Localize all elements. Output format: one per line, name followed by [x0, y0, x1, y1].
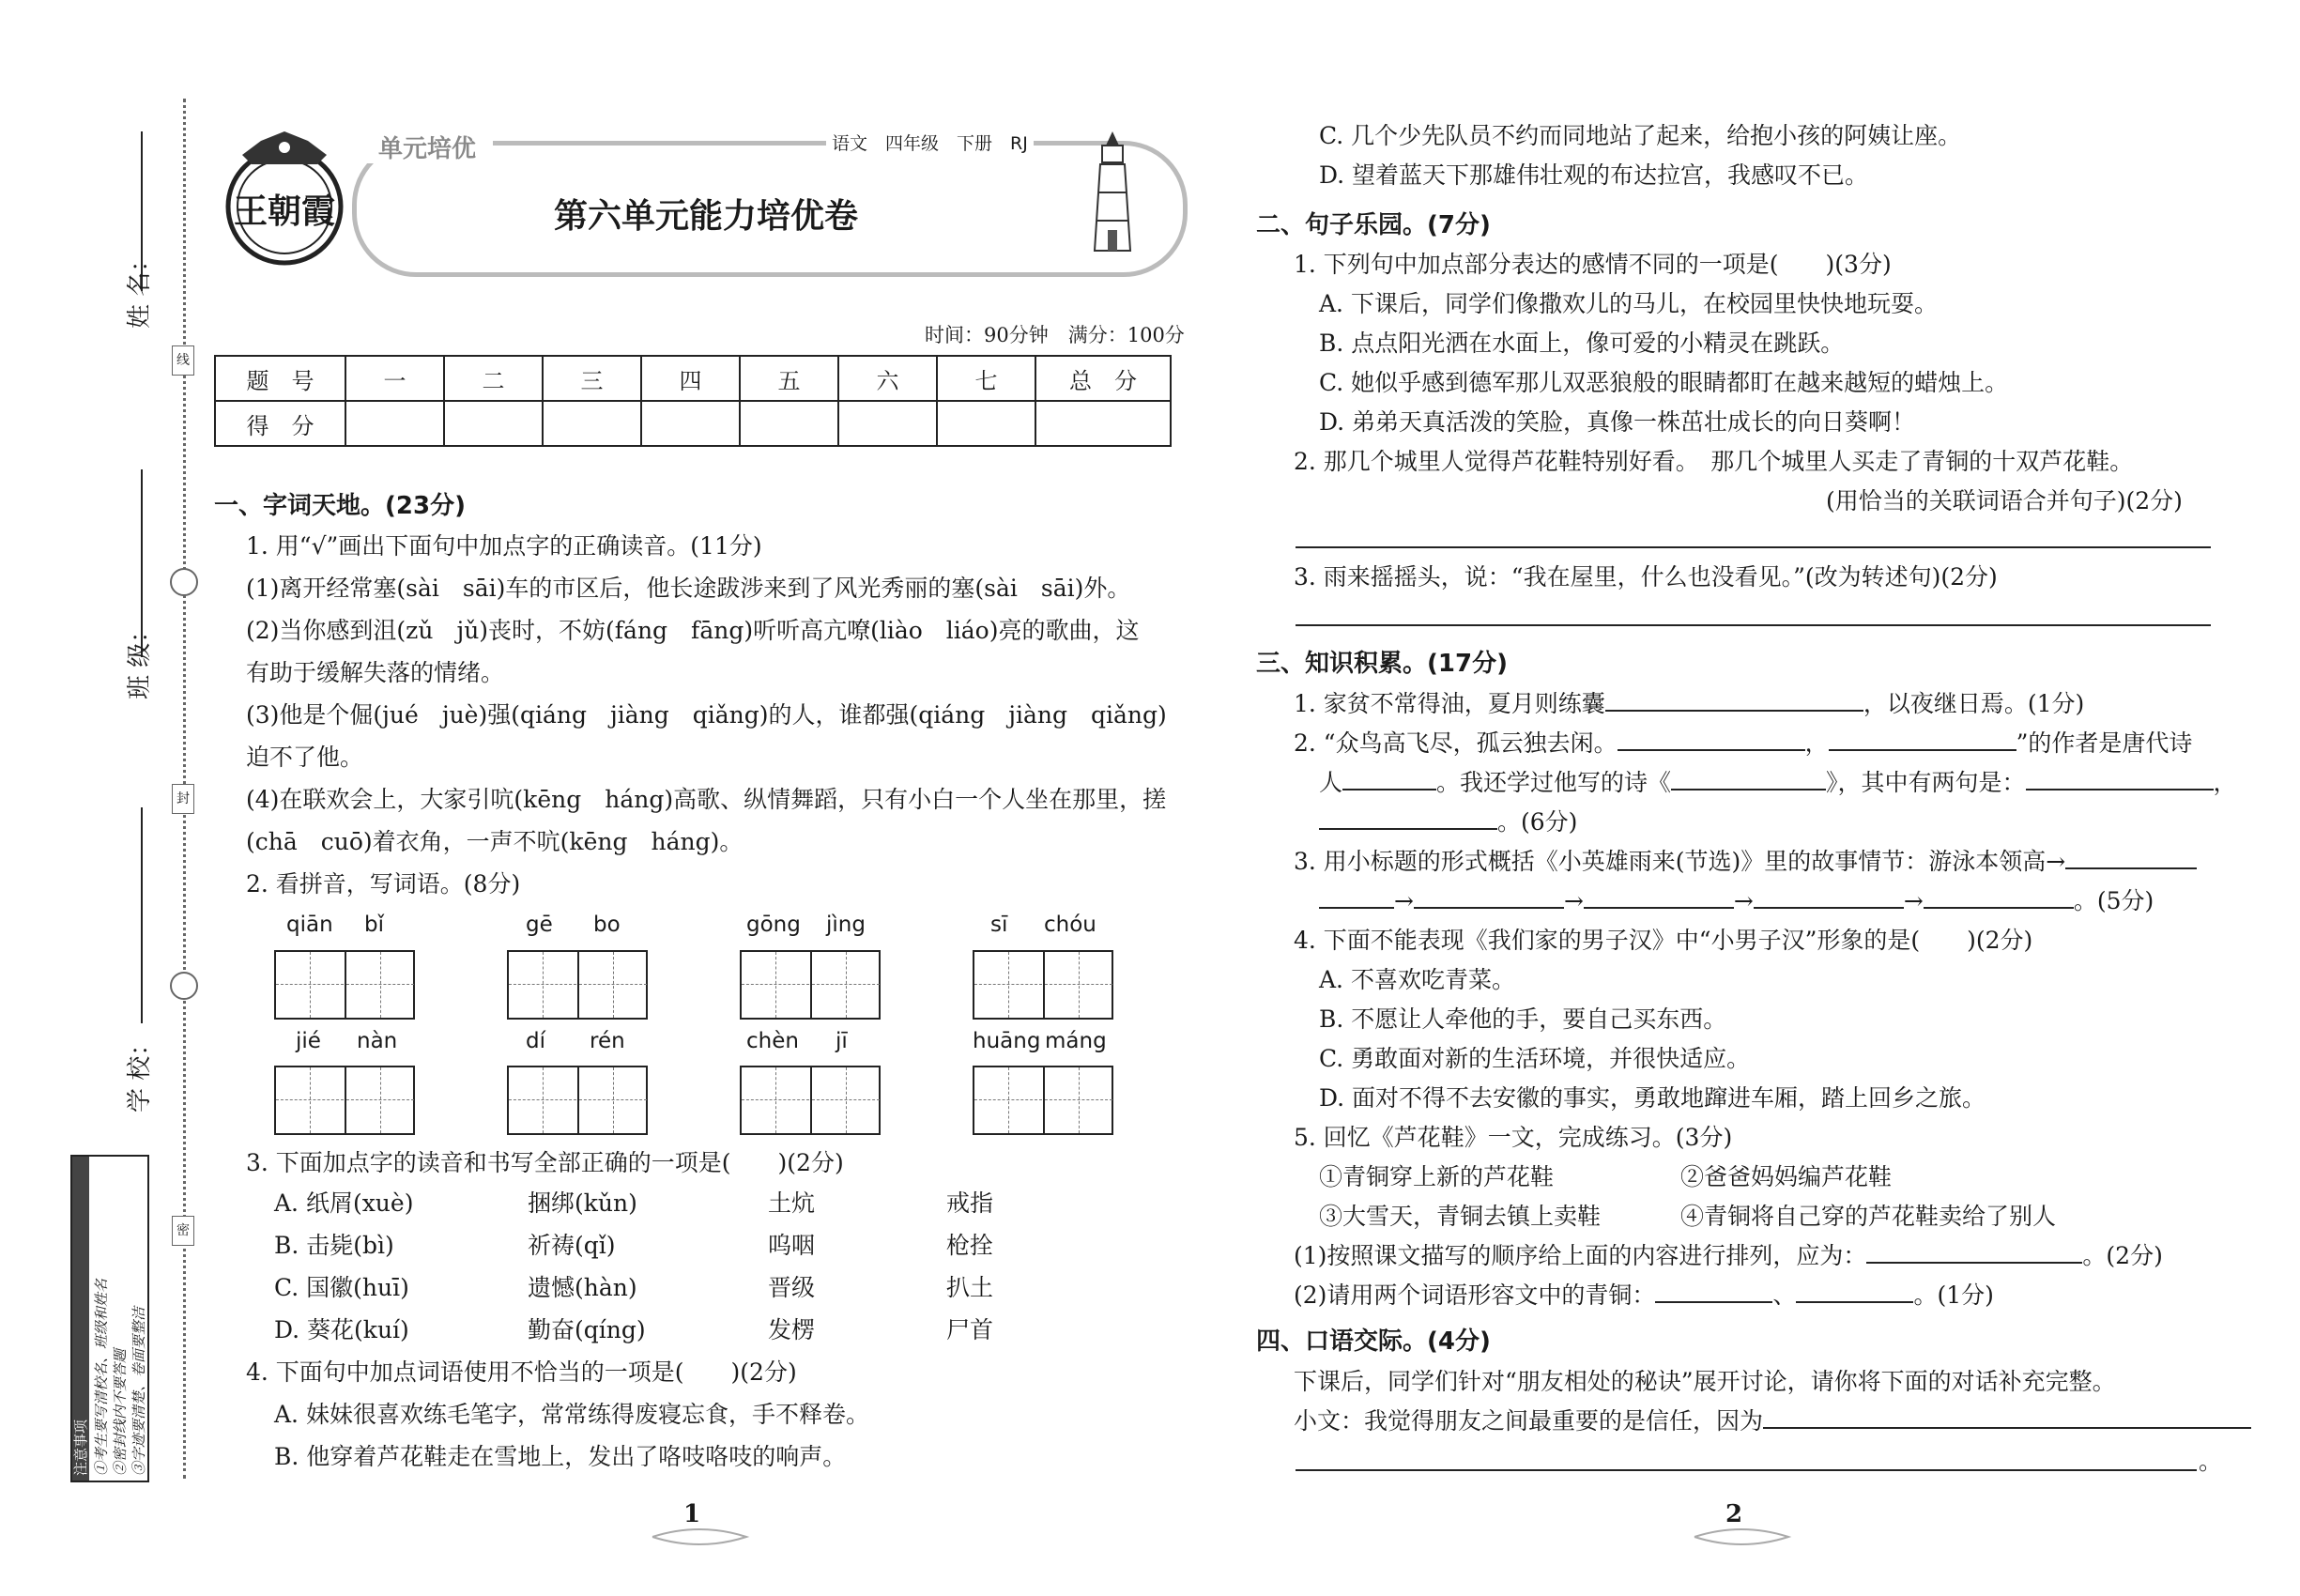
s3-q5-blank-2[interactable]: [1655, 1301, 1772, 1303]
q2-stem: 2. 看拼音，写词语。(8分): [246, 870, 521, 898]
writing-grid[interactable]: [973, 950, 1113, 1020]
s3-q2-blank-1[interactable]: [1618, 749, 1805, 751]
arrow-icon: →: [1394, 887, 1414, 914]
q3-option: 遗憾(hàn): [528, 1274, 637, 1301]
s3-q5-blank-1[interactable]: [1866, 1262, 2082, 1264]
score-cell[interactable]: [345, 401, 444, 446]
pinyin-5b: nàn: [357, 1029, 398, 1053]
s3-q2-text-5: 》，其中有两句是：: [1826, 769, 2026, 796]
q3-option: 晋级: [768, 1274, 816, 1301]
seal-char-feng: 封: [172, 784, 194, 814]
s3-q3-score: 。(5分): [2073, 887, 2154, 914]
s3-q1: [1294, 688, 2084, 720]
page-number-2: 2: [1725, 1500, 1743, 1528]
pinyin-8b: máng: [1045, 1029, 1107, 1053]
writing-grid[interactable]: [740, 1066, 881, 1135]
score-cell[interactable]: [838, 401, 937, 446]
s3-q5-part-2: [1294, 1280, 1994, 1312]
s3-q5-part-2-sep: 、: [1772, 1281, 1797, 1309]
s3-q2-line3: [1319, 806, 1577, 838]
score-header-cell: 六: [838, 356, 937, 401]
s3-q5-part-2-text: (2)请用两个词语形容文中的青铜：: [1294, 1281, 1656, 1309]
s3-q4-d: D. 面对不得不去安徽的事实，勇敢地蹿进车厢，踏上回乡之旅。: [1319, 1084, 1986, 1112]
s3-q2-text-7: 。(6分): [1497, 808, 1578, 836]
q3-option: 尸首: [946, 1316, 994, 1343]
s3-q4-a: A. 不喜欢吃青菜。: [1319, 966, 1515, 993]
pinyin-7a: chèn: [746, 1029, 799, 1053]
s3-q3-blank-1[interactable]: [2065, 867, 2197, 869]
arrow-icon: →: [1733, 887, 1754, 914]
score-header-cell: 总 分: [1035, 356, 1171, 401]
s3-q2-line2: [1319, 767, 2237, 799]
q4-option-b: B. 他穿着芦花鞋走在雪地上，发出了咯吱咯吱的响声。: [274, 1443, 847, 1470]
time-score: 时间：90分钟 满分：100分: [925, 324, 1185, 346]
s3-q4-c: C. 勇敢面对新的生活环境，并很快适应。: [1319, 1045, 1751, 1072]
q3-option: A. 纸屑(xuè): [274, 1189, 414, 1217]
score-table: [214, 355, 1172, 447]
writing-grid[interactable]: [274, 950, 415, 1020]
pinyin-3b: jìng: [826, 913, 866, 937]
s3-q5-item-4: ④青铜将自己穿的芦花鞋卖给了别人: [1680, 1203, 2057, 1230]
s4-dialogue: [1294, 1405, 2251, 1437]
notes-box: [70, 1155, 149, 1482]
header-meta: 语文 四年级 下册 RJ: [826, 130, 1034, 155]
note-3: ③字迹要清楚、卷面要整洁: [130, 1306, 147, 1476]
seal-char-xian: 线: [172, 345, 194, 376]
q3-option: D. 葵花(kuí): [274, 1316, 409, 1343]
s2-q1-d: D. 弟弟天真活泼的笑脸，真像一株茁壮成长的向日葵啊！: [1319, 408, 1916, 436]
q4-stem: 4. 下面句中加点词语使用不恰当的一项是( )(2分): [246, 1358, 797, 1386]
s3-q5-blank-3[interactable]: [1796, 1301, 1913, 1303]
s2-q3-stem: 3. 雨来摇摇头，说：“我在屋里，什么也没看见。”(改为转述句)(2分): [1294, 563, 1998, 591]
s3-q3-blank-4[interactable]: [1584, 907, 1734, 909]
q1-c-line1: (3)他是个倔(jué juè)强(qiáng jiàng qiǎng)的人，谁都强(qiáng jiàng qiǎng): [246, 701, 1167, 729]
q3-option: 勤奋(qíng): [528, 1316, 646, 1343]
score-header-cell: 七: [937, 356, 1035, 401]
s3-q1-text: 1. 家贫不常得油，夏月则练囊: [1294, 690, 1605, 717]
s4-end-period: 。: [2199, 1448, 2223, 1475]
s3-q2-blank-5[interactable]: [2026, 789, 2214, 790]
score-header-cell: 一: [345, 356, 444, 401]
school-line: [141, 807, 143, 1023]
class-label: 班 级：: [126, 618, 154, 699]
s3-q3-line1: [1294, 846, 2197, 878]
pinyin-2b: bo: [593, 913, 621, 937]
s3-q3-blank-2[interactable]: [1319, 907, 1394, 909]
arrow-icon: →: [1563, 887, 1584, 914]
school-label: 学 校：: [126, 1031, 154, 1113]
seal-circle-2: [170, 972, 198, 1000]
writing-grid[interactable]: [507, 1066, 648, 1135]
score-cell[interactable]: [641, 401, 740, 446]
s3-q2-blank-6[interactable]: [1319, 828, 1497, 830]
score-header-row: [215, 356, 1171, 401]
writing-grid[interactable]: [740, 950, 881, 1020]
unit-badge: 单元培优: [361, 130, 493, 163]
pinyin-4b: chóu: [1044, 913, 1096, 937]
score-row: [215, 401, 1171, 446]
s3-q2-blank-2[interactable]: [1829, 749, 2016, 751]
s3-q4-b: B. 不愿让人牵他的手，要自己买东西。: [1319, 1005, 1727, 1033]
page-title: 第六单元能力培优卷: [554, 197, 859, 236]
s2-q3-answer-line[interactable]: [1296, 624, 2211, 626]
s2-q1-b: B. 点点阳光洒在水面上，像可爱的小精灵在跳跃。: [1319, 330, 1845, 357]
seal-char-mi: 密: [172, 1216, 194, 1246]
q1-a: (1)离开经常塞(sài sāi)车的市区后，他长途跋涉来到了风光秀丽的塞(sài sāi)外。: [246, 575, 1131, 602]
q3-option: 呜咽: [768, 1232, 816, 1259]
s3-q1-text-end: ，以夜继日焉。(1分): [1863, 690, 2085, 717]
q1-b-line2: 有助于缓解失落的情绪。: [246, 659, 505, 686]
pinyin-6b: rén: [590, 1029, 625, 1053]
score-header-cell: 二: [444, 356, 543, 401]
s3-q5-part-1-text: (1)按照课文描写的顺序给上面的内容进行排列，应为：: [1294, 1242, 1867, 1269]
pinyin-2a: gē: [526, 913, 553, 937]
s3-q5-part-1-score: 。(2分): [2082, 1242, 2163, 1269]
s3-q5-item-3: ③大雪天，青铜去镇上卖鞋: [1319, 1203, 1602, 1230]
s3-q2-line1: [1294, 728, 2192, 760]
q1-c-line2: 迫不了他。: [246, 744, 364, 771]
lighthouse-icon: [1080, 127, 1145, 258]
pinyin-4a: sī: [990, 913, 1008, 937]
s3-q5-item-2: ②爸爸妈妈编芦花鞋: [1680, 1163, 1893, 1190]
q3-option: 捆绑(kǔn): [528, 1189, 637, 1217]
s3-q3-line2: [1319, 885, 2154, 917]
score-header-cell: 四: [641, 356, 740, 401]
section-2-title: 二、句子乐园。(7分): [1256, 211, 1491, 239]
s4-blank-1[interactable]: [1763, 1427, 2251, 1429]
pinyin-7b: jī: [836, 1029, 848, 1053]
s3-q2-text-2: ”的作者是唐代诗: [2016, 729, 2193, 757]
score-header-cell: 题 号: [215, 356, 345, 401]
page-number-1: 1: [683, 1500, 701, 1528]
brand-name: 王朝霞: [233, 192, 335, 231]
note-2: ②密封线内不要答题: [112, 1348, 129, 1476]
s3-q3-blank-3[interactable]: [1414, 907, 1564, 909]
pinyin-3a: gōng: [746, 913, 801, 937]
s2-q2-instruction: (用恰当的关联词语合并句子)(2分): [1826, 487, 2183, 514]
s3-q3-blank-5[interactable]: [1754, 907, 1904, 909]
q1-stem: 1. 用“√”画出下面句中加点字的正确读音。(11分): [246, 532, 762, 560]
s2-q1-stem: 1. 下列句中加点部分表达的感情不同的一项是( )(3分): [1294, 251, 1892, 278]
s3-q2-text-4: 。我还学过他写的诗《: [1436, 769, 1672, 796]
q3-option: 扒土: [946, 1274, 994, 1301]
s3-q1-blank[interactable]: [1605, 710, 1863, 712]
brand-logo: [214, 127, 355, 268]
section-1-title: 一、字词天地。(23分): [214, 492, 466, 520]
s3-q2-blank-4[interactable]: [1671, 789, 1826, 790]
pinyin-8a: huāng: [973, 1029, 1041, 1053]
s3-q4-stem: 4. 下面不能表现《我们家的男子汉》中“小男子汉”形象的是( )(2分): [1294, 927, 2033, 954]
s3-q3-blank-6[interactable]: [1924, 907, 2074, 909]
s4-dialogue-text: 小文：我觉得朋友之间最重要的是信任，因为: [1294, 1407, 1764, 1435]
s2-q2-stem: 2. 那几个城里人觉得芦花鞋特别好看。 那几个城里人买走了青铜的十双芦花鞋。: [1294, 448, 2134, 475]
writing-grid[interactable]: [507, 950, 648, 1020]
q3-stem: 3. 下面加点字的读音和书写全部正确的一项是( )(2分): [246, 1149, 844, 1176]
note-1: ①考生要写清校名、班级和姓名: [93, 1278, 110, 1476]
s3-q2-text-3: 人: [1319, 769, 1343, 796]
pinyin-5a: jié: [296, 1029, 321, 1053]
name-label: 姓 名：: [126, 247, 154, 329]
score-cell[interactable]: [1035, 401, 1171, 446]
s3-q2-text: 2. “众鸟高飞尽，孤云独去闲。: [1294, 729, 1618, 757]
writing-grid[interactable]: [274, 1066, 415, 1135]
q4-option-d: D. 望着蓝天下那雄伟壮观的布达拉宫，我感叹不已。: [1319, 161, 1869, 189]
section-3-title: 三、知识积累。(17分): [1256, 650, 1508, 678]
s3-q5-stem: 5. 回忆《芦花鞋》一文，完成练习。(3分): [1294, 1124, 1733, 1151]
score-cell[interactable]: [740, 401, 838, 446]
pinyin-1b: bǐ: [364, 913, 384, 937]
score-header-cell: 五: [740, 356, 838, 401]
s3-q5-part-1: [1294, 1240, 2163, 1272]
s2-q1-c: C. 她似乎感到德军那儿双恶狼般的眼睛都盯在越来越短的蜡烛上。: [1319, 369, 2009, 396]
seal-circle-1: [170, 568, 198, 596]
score-cell[interactable]: [444, 401, 543, 446]
s3-q3-text: 3. 用小标题的形式概括《小英雄雨来(节选)》里的故事情节：游泳本领高→: [1294, 848, 2066, 875]
q3-option: 祈祷(qǐ): [528, 1232, 616, 1259]
q1-b-line1: (2)当你感到沮(zǔ jǔ)丧时，不妨(fáng fāng)听听高亢嘹(liào liáo)亮的歌曲，这: [246, 617, 1140, 644]
q4-option-a: A. 妹妹很喜欢练毛笔字，常常练得废寝忘食，手不释卷。: [274, 1401, 869, 1428]
score-cell[interactable]: [937, 401, 1035, 446]
s3-q5-part-2-score: 。(1分): [1913, 1281, 1994, 1309]
q3-option: C. 国徽(huī): [274, 1274, 409, 1301]
page-ornament-icon: [1690, 1526, 1793, 1548]
s3-q2-blank-3[interactable]: [1342, 789, 1436, 790]
score-header-cell: 三: [543, 356, 641, 401]
q4-option-c: C. 几个少先队员不约而同地站了起来，给抱小孩的阿姨让座。: [1319, 122, 1962, 149]
s2-q2-answer-line[interactable]: [1296, 546, 2211, 548]
pinyin-1a: qiān: [286, 913, 333, 937]
q3-option: 枪拴: [946, 1232, 994, 1259]
q3-option: 土炕: [768, 1189, 816, 1217]
notes-title: 注意事项: [72, 1419, 89, 1476]
q1-d-line1: (4)在联欢会上，大家引吭(kēng háng)高歌、纵情舞蹈，只有小白一个人坐在那里，搓: [246, 786, 1167, 813]
page-ornament-icon: [648, 1526, 751, 1548]
section-4-title: 四、口语交际。(4分): [1256, 1327, 1491, 1356]
q3-option: 戒指: [946, 1189, 994, 1217]
score-cell[interactable]: [543, 401, 641, 446]
q1-d-line2: (chā cuō)着衣角，一声不吭(kēng háng)。: [246, 828, 744, 855]
s3-q2-comma: ，: [1804, 729, 1829, 757]
q3-option: B. 击毙(bì): [274, 1232, 394, 1259]
s2-q1-a: A. 下课后，同学们像撒欢儿的马儿，在校园里快快地玩耍。: [1319, 290, 1938, 317]
writing-grid[interactable]: [973, 1066, 1113, 1135]
s3-q5-item-1: ①青铜穿上新的芦花鞋: [1319, 1163, 1555, 1190]
q3-option: 发楞: [768, 1316, 816, 1343]
s4-answer-line[interactable]: [1296, 1469, 2197, 1471]
arrow-icon: →: [1903, 887, 1924, 914]
pinyin-6a: dí: [526, 1029, 545, 1053]
s3-q2-text-6: ，: [2213, 769, 2237, 796]
score-row-label: 得 分: [215, 401, 345, 446]
s4-instruction: 下课后，同学们针对“朋友相处的秘诀”展开讨论，请你将下面的对话补充完整。: [1294, 1368, 2116, 1395]
